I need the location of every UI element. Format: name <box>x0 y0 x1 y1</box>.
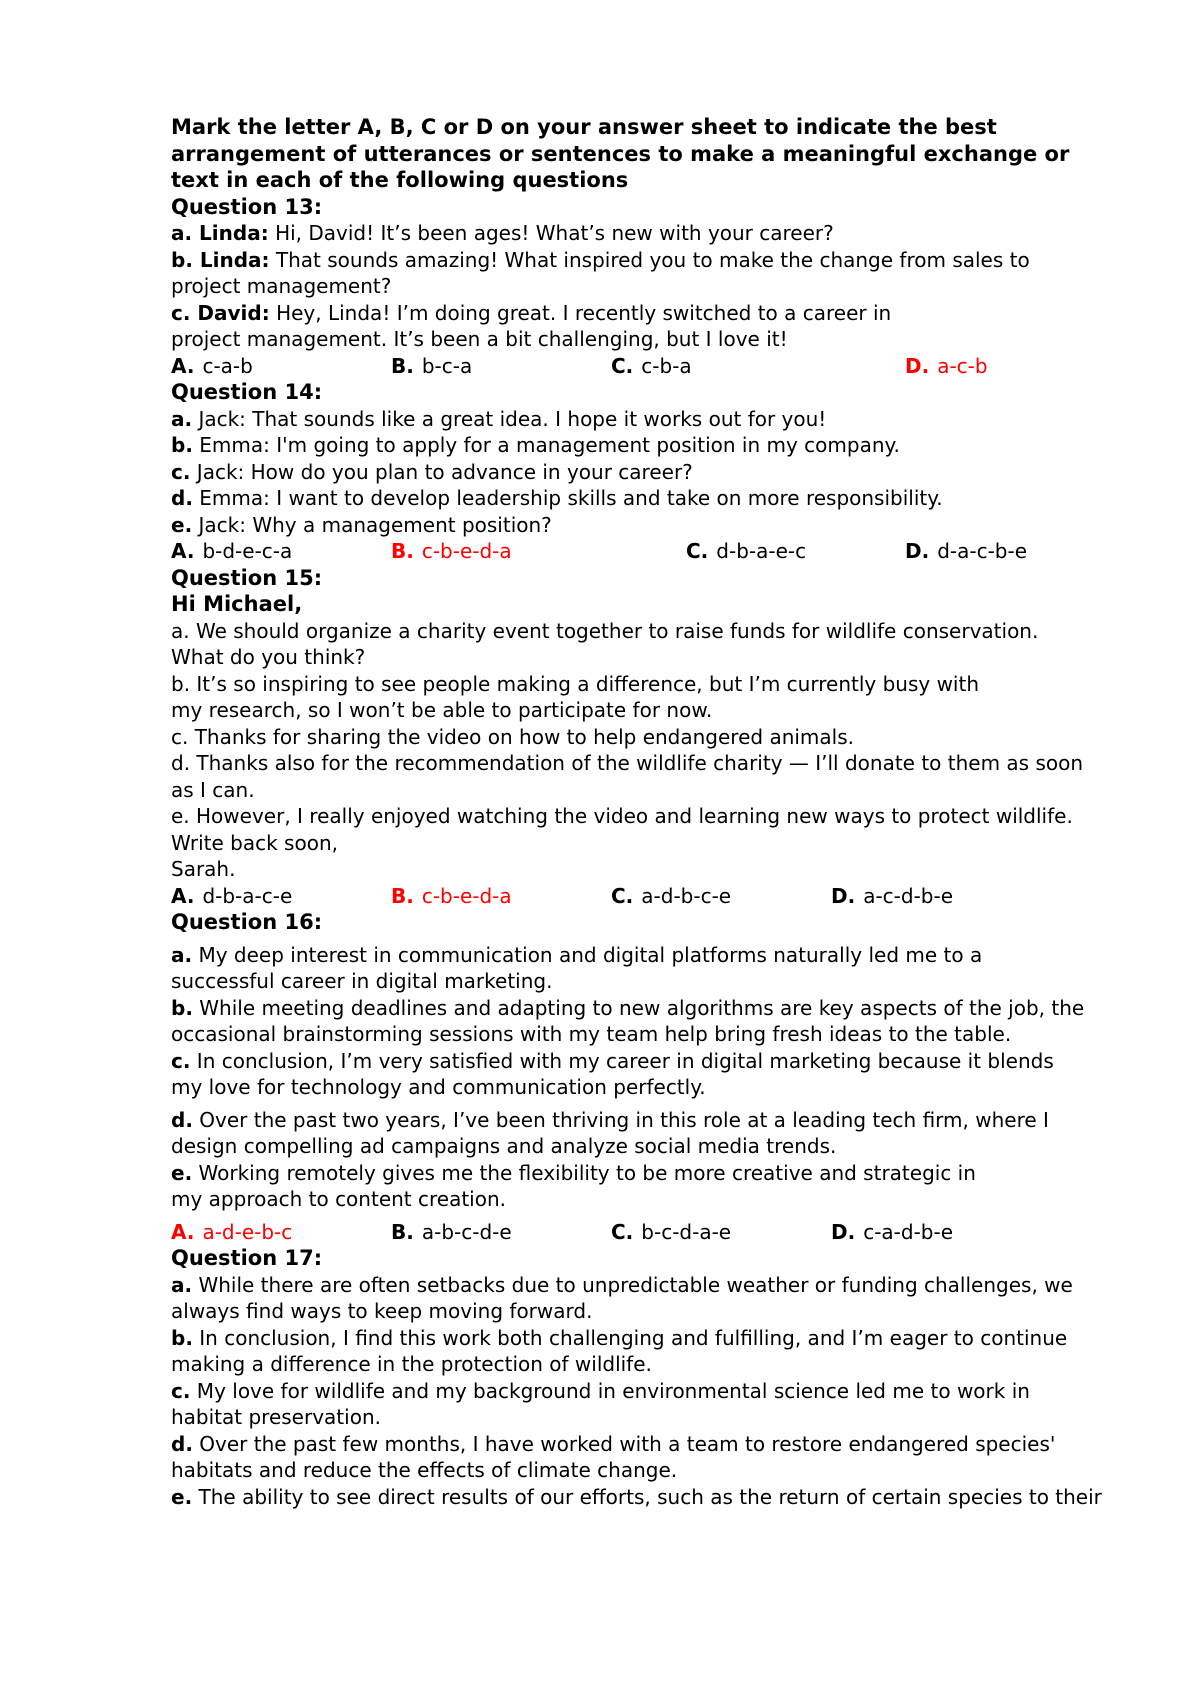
option-a[interactable]: A. d-b-a-c-e <box>171 883 293 908</box>
sentence-a: a. My deep interest in communication and digital platforms naturally led me to a successful career in digital marketing. <box>171 942 983 993</box>
utterance-d: d. Emma: I want to develop leadership skills and take on more responsibility. <box>171 486 943 510</box>
letter-greeting: Hi Michael, <box>171 592 303 616</box>
sentence-c: c. In conclusion, I’m very satisfied with my career in digital marketing because it blends my love for technology and communication perfectly. <box>171 1048 1054 1099</box>
option-c[interactable]: C. a-d-b-c-e <box>611 883 732 908</box>
letter-signature: Sarah. <box>171 857 236 881</box>
question-title: Question 16: <box>171 910 323 934</box>
option-a[interactable]: A. c-a-b <box>171 353 253 378</box>
option-c[interactable]: C. c-b-a <box>611 353 692 378</box>
letter-closing: Write back soon, <box>171 830 338 855</box>
sentence-c: c. Thanks for sharing the video on how to help endangered animals. <box>171 724 855 749</box>
option-d[interactable]: D. d-a-c-b-e <box>905 539 1028 563</box>
question-15 <box>171 565 1086 910</box>
answer-options <box>171 538 1086 565</box>
sentence-d: d. Over the past few months, I have worked with a team to restore endangered species' habitats and reduce the effects of climate change. <box>171 1431 1056 1482</box>
sentence-e: e. Working remotely gives me the flexibility to be more creative and strategic in my approach to content creation. <box>171 1160 976 1211</box>
instruction-heading: Mark the letter A, B, C or D on your answer sheet to indicate the best arrangement of utterances or sentences to make a meaningful exchange or text in each of the following questions <box>171 115 1070 192</box>
sentence-b: b. While meeting deadlines and adapting to new algorithms are key aspects of the job, the occasional brainstorming sessions with my team help bring fresh ideas to the table. <box>171 995 1085 1046</box>
sentence-c: c. My love for wildlife and my background in environmental science led me to work in habitat preservation. <box>171 1378 1030 1429</box>
question-17 <box>171 1245 1102 1510</box>
utterance-e: e. Jack: Why a management position? <box>171 512 552 537</box>
option-d-correct[interactable]: D. a-c-b <box>905 353 988 378</box>
question-title: Question 17: <box>171 1246 323 1270</box>
option-d[interactable]: D. c-a-d-b-e <box>831 1219 954 1244</box>
option-b-correct[interactable]: B. c-b-e-d-a <box>391 883 512 908</box>
utterance-c: c. David: Hey, Linda! I’m doing great. I recently switched to a career in project management. It’s been a bit challenging, but I love it! <box>171 300 892 351</box>
sentence-e: e. The ability to see direct results of our efforts, such as the return of certain species to their <box>171 1484 1102 1509</box>
option-d[interactable]: D. a-c-d-b-e <box>831 883 954 908</box>
utterance-a: a. Jack: That sounds like a great idea. I hope it works out for you! <box>171 406 827 431</box>
sentence-b: b. In conclusion, I find this work both challenging and fulfilling, and I’m eager to continue making a difference in the protection of wildlife. <box>171 1325 1068 1376</box>
sentence-d: d. Thanks also for the recommendation of the wildlife charity — I’ll donate to them as soon as I can. <box>171 751 1084 802</box>
sentence-b: b. It’s so inspiring to see people making a difference, but I’m currently busy with my research, so I won’t be able to participate for now. <box>171 671 979 722</box>
worksheet-page <box>171 114 1102 1510</box>
option-c[interactable]: C. b-c-d-a-e <box>611 1219 732 1244</box>
option-a[interactable]: A. b-d-e-c-a <box>171 539 293 563</box>
sentence-d: d. Over the past two years, I’ve been thriving in this role at a leading tech firm, where I design compelling ad campaigns and analyze social media trends. <box>171 1107 1049 1158</box>
utterance-b: b. Linda: That sounds amazing! What inspired you to make the change from sales to project management? <box>171 247 1030 298</box>
sentence-e: e. However, I really enjoyed watching the video and learning new ways to protect wildlife. <box>171 804 1073 828</box>
option-b[interactable]: B. a-b-c-d-e <box>391 1219 512 1244</box>
utterance-a: a. Linda: Hi, David! It’s been ages! What’s new with your career? <box>171 221 834 245</box>
option-c[interactable]: C. d-b-a-e-c <box>686 539 807 563</box>
question-title: Question 13: <box>171 194 323 219</box>
utterance-b: b. Emma: I'm going to apply for a management position in my company. <box>171 433 900 457</box>
question-title: Question 14: <box>171 380 323 404</box>
question-14 <box>171 379 1086 565</box>
option-b[interactable]: B. b-c-a <box>391 353 473 378</box>
sentence-a: a. We should organize a charity event together to raise funds for wildlife conservation. What do you think? <box>171 618 1039 669</box>
option-a-correct[interactable]: A. a-d-e-b-c <box>171 1219 293 1244</box>
option-b-correct[interactable]: B. c-b-e-d-a <box>391 539 512 563</box>
question-title: Question 15: <box>171 565 323 590</box>
sentence-a: a. While there are often setbacks due to unpredictable weather or funding challenges, we always find ways to keep moving forward. <box>171 1272 1073 1323</box>
answer-options <box>171 353 1086 380</box>
answer-options <box>171 883 1086 910</box>
question-13 <box>171 194 1086 380</box>
answer-options <box>171 1219 1086 1246</box>
question-16 <box>171 909 1086 1245</box>
utterance-c: c. Jack: How do you plan to advance in your career? <box>171 459 693 484</box>
